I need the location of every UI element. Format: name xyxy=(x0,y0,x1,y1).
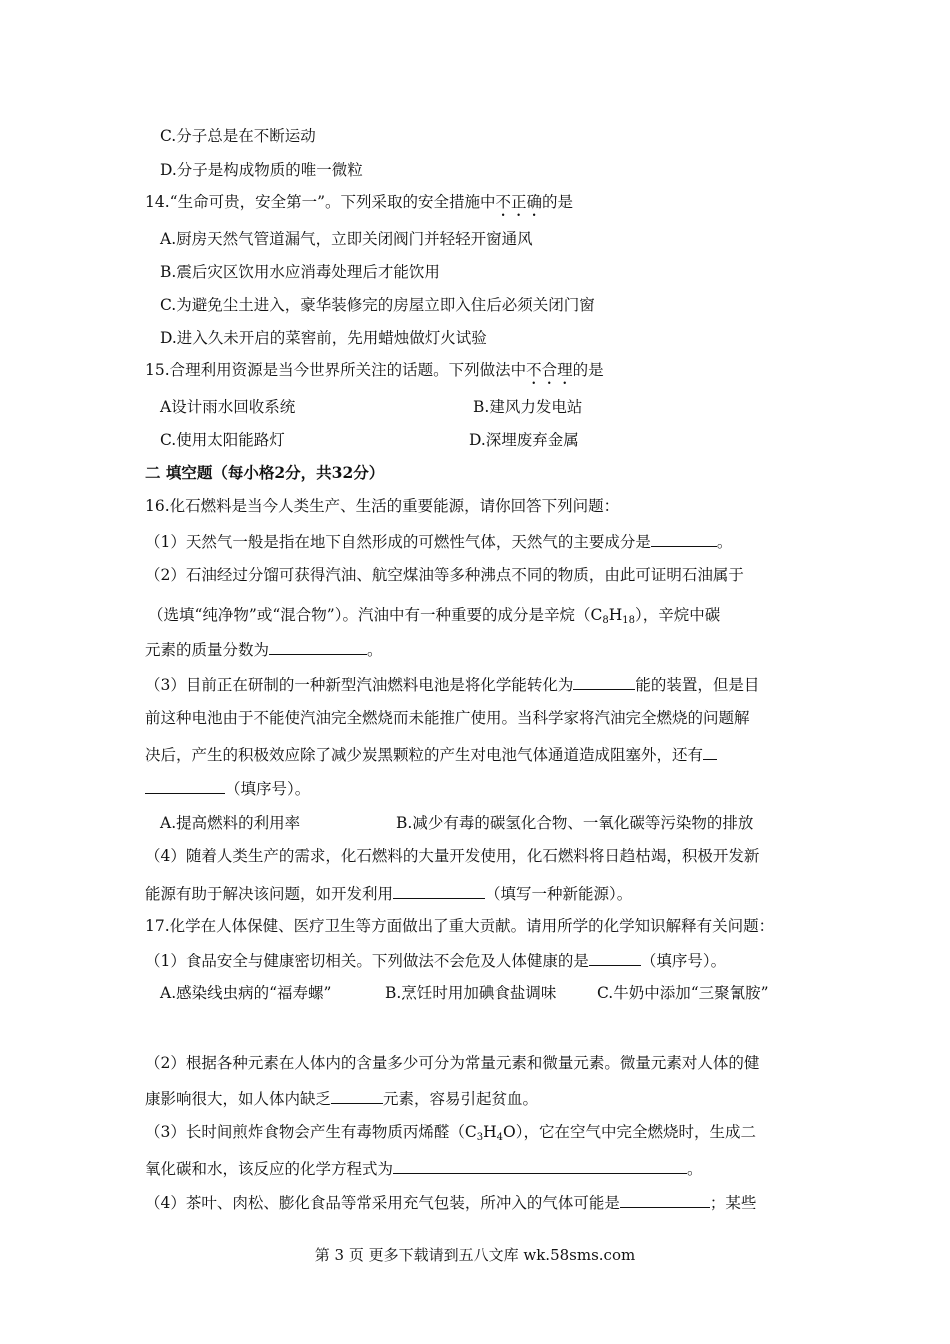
q16-part1: （1）天然气一般是指在地下自然形成的可燃性气体，天然气的主要成分是 。 xyxy=(145,530,732,552)
q15-option-d: D.深埋废弃金属 xyxy=(469,431,579,449)
answer-blank[interactable] xyxy=(393,1157,687,1174)
q17-part3-line2: 氧化碳和水，该反应的化学方程式为 。 xyxy=(145,1157,703,1179)
q17-option-a: A.感染线虫病的“福寿螺” xyxy=(160,984,332,1002)
q13-option-c: C.分子总是在不断运动 xyxy=(160,127,316,145)
q16-part3-line2: 前这种电池由于不能使汽油完全燃烧而未能推广使用。当科学家将汽油完全燃烧的问题解 xyxy=(145,709,750,727)
answer-blank[interactable] xyxy=(145,777,225,794)
answer-blank[interactable] xyxy=(589,949,641,966)
q16-part4-line2: 能源有助于解决该问题，如开发利用 （填写一种新能源）。 xyxy=(145,882,632,904)
answer-blank[interactable] xyxy=(651,530,717,547)
q14-option-a: A.厨房天然气管道漏气，立即关闭阀门并轻轻开窗通风 xyxy=(160,230,533,248)
q15-option-a: A设计雨水回收系统 xyxy=(160,398,296,416)
q16-part3-line1: （3）目前正在研制的一种新型汽油燃料电池是将化学能转化为 能的装置，但是目 xyxy=(145,673,759,695)
q17-part1: （1）食品安全与健康密切相关。下列做法不会危及人体健康的是 （填序号）。 xyxy=(145,949,726,971)
answer-blank[interactable] xyxy=(269,638,367,655)
q16-part3-line4: （填序号）。 xyxy=(145,777,310,799)
q16-stem: 16.化石燃料是当今人类生产、生活的重要能源，请你回答下列问题： xyxy=(145,497,620,515)
q15-option-b: B.建风力发电站 xyxy=(473,398,583,416)
q17-part2-line2: 康影响很大，如人体内缺乏 元素，容易引起贫血。 xyxy=(145,1087,538,1109)
q16-part4-line1: （4）随着人类生产的需求，化石燃料的大量开发使用，化石燃料将日趋枯竭，积极开发新 xyxy=(145,847,760,865)
q16-part2-line2: （选填“纯净物”或“混合物”）。汽油中有一种重要的成分是辛烷$(C_8H_{18})$，辛烷中碳 xyxy=(148,606,721,626)
q14-emphasis: 不正确 xyxy=(495,193,543,211)
q16-part2-line1: （2）石油经过分馏可获得汽油、航空煤油等多种沸点不同的物质，由此可证明石油属于 xyxy=(145,566,744,584)
q17-part2-line1: （2）根据各种元素在人体内的含量多少可分为常量元素和微量元素。微量元素对人体的健 xyxy=(145,1054,760,1072)
q17-part4-line1: （4）茶叶、肉松、膨化食品等常采用充气包装，所冲入的气体可能是 ；某些 xyxy=(145,1191,756,1213)
q14-option-c: C.为避免尘土进入，豪华装修完的房屋立即入住后必须关闭门窗 xyxy=(160,296,595,314)
q14-option-d: D.进入久未开启的菜窖前，先用蜡烛做灯火试验 xyxy=(160,329,487,347)
q15-stem: 15.合理利用资源是当今世界所关注的话题。下列做法中不合理的是 xyxy=(145,361,604,379)
q17-part3-line1: （3）长时间煎炸食物会产生有毒物质丙烯醛$(C_3H_4O)$，它在空气中完全燃烧时，生成二 xyxy=(145,1123,756,1143)
q16-part3-line3: 决后，产生的积极效应除了减少炭黑颗粒的产生对电池气体通道造成阻塞外，还有 xyxy=(145,743,717,765)
q16-part2-line3: 元素的质量分数为 。 xyxy=(145,638,383,660)
q16-option-b: B.减少有毒的碳氢化合物、一氧化碳等污染物的排放 xyxy=(396,814,754,832)
q17-stem: 17.化学在人体保健、医疗卫生等方面做出了重大贡献。请用所学的化学知识解释有关问题： xyxy=(145,917,775,935)
answer-blank[interactable] xyxy=(703,743,717,760)
q17-option-c: C.牛奶中添加“三聚氰胺” xyxy=(597,984,769,1002)
q16-option-a: A.提高燃料的利用率 xyxy=(160,814,301,832)
page-footer: 第 3 页 更多下载请到五八文库 wk.58sms.com xyxy=(314,1246,636,1264)
answer-blank[interactable] xyxy=(331,1087,383,1104)
answer-blank[interactable] xyxy=(573,673,635,690)
q13-option-d: D.分子是构成物质的唯一微粒 xyxy=(160,161,363,179)
q15-emphasis: 不合理 xyxy=(526,361,573,379)
section-title: 二 填空题（每小格2分，共32分） xyxy=(145,463,385,482)
q14-stem: 14.“生命可贵，安全第一”。下列采取的安全措施中不正确的是 xyxy=(145,193,574,211)
q15-option-c: C.使用太阳能路灯 xyxy=(160,431,285,449)
q14-option-b: B.震后灾区饮用水应消毒处理后才能饮用 xyxy=(160,263,440,281)
answer-blank[interactable] xyxy=(393,882,485,899)
q17-option-b: B.烹饪时用加碘食盐调味 xyxy=(385,984,557,1002)
answer-blank[interactable] xyxy=(620,1191,710,1208)
